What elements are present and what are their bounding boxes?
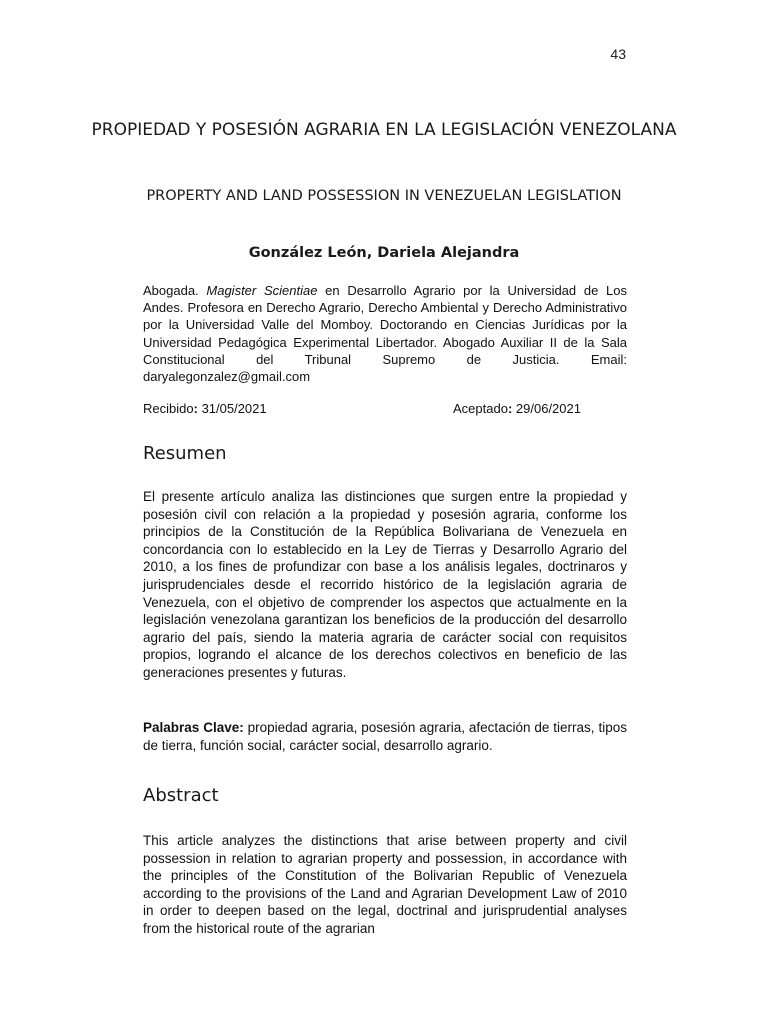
- received-date: Recibido: 31/05/2021: [143, 401, 267, 416]
- bio-text: en Desarrollo Agrario por la Universidad de Los Andes. Profesora en Derecho Agrario, Derecho Ambiental y Derecho Administrativo por la Universidad Valle del Momboy. Doctorando en Ciencias Jurídicas por la Universidad Pedagógica Experimental Libertador. Abogado Auxiliar II de la Sala Constitucional del Tribunal Supremo de Justicia. Email: daryalegonzalez@gmail.com: [143, 283, 627, 385]
- author-name: González León, Dariela Alejandra: [248, 245, 520, 261]
- bio-prefix: Abogada.: [143, 283, 199, 298]
- bio-degree: Magister Scientiae: [206, 283, 318, 298]
- keywords-text: propiedad agraria, posesión agraria, afectación de tierras, tipos de tierra, función social, carácter social, desarrollo agrario.: [143, 720, 627, 753]
- abstract-body: This article analyzes the distinctions that arise between property and civil possession in relation to agrarian property and possession, in accordance with the principles of the Constitution of the Bolivarian Republic of Venezuela according to the provisions of the Land and Agrarian Development Law of 2010 in order to deepen based on the legal, doctrinal and jurisprudential analyses from the historical route of the agrarian: [143, 833, 627, 936]
- keywords-label: Palabras Clave:: [143, 720, 244, 735]
- resumen-body: El presente artículo analiza las distinciones que surgen entre la propiedad y posesión civil con relación a la propiedad y posesión agraria, conforme los principios de la Constitución de la República Bolivariana de Venezuela en concordancia con lo establecido en la Ley de Tierras y Desarrollo Agrario del 2010, a los fines de profundizar con base a los análisis legales, doctrinaros y jurisprudenciales desde el recorrido histórico de la legislación agraria de Venezuela, con el objetivo de comprender los aspectos que actualmente en la legislación venezolana garantizan los beneficios de la producción del desarrollo agrario del país, siendo la materia agraria de carácter social con requisitos propios, logrando el alcance de los derechos colectivos en beneficio de las generaciones presentes y futuras.: [143, 489, 627, 680]
- paper-subtitle: PROPERTY AND LAND POSSESSION IN VENEZUELAN LEGISLATION: [146, 188, 622, 204]
- submission-dates: [143, 400, 627, 417]
- accepted-date: Aceptado: 29/06/2021: [453, 401, 581, 416]
- page-number: 43: [610, 46, 626, 62]
- paper-title: PROPIEDAD Y POSESIÓN AGRARIA EN LA LEGISLACIÓN VENEZOLANA: [91, 120, 677, 140]
- author-bio: [143, 282, 627, 385]
- keywords: [143, 719, 627, 754]
- resumen-heading: Resumen: [143, 443, 227, 464]
- abstract-heading: Abstract: [143, 785, 219, 806]
